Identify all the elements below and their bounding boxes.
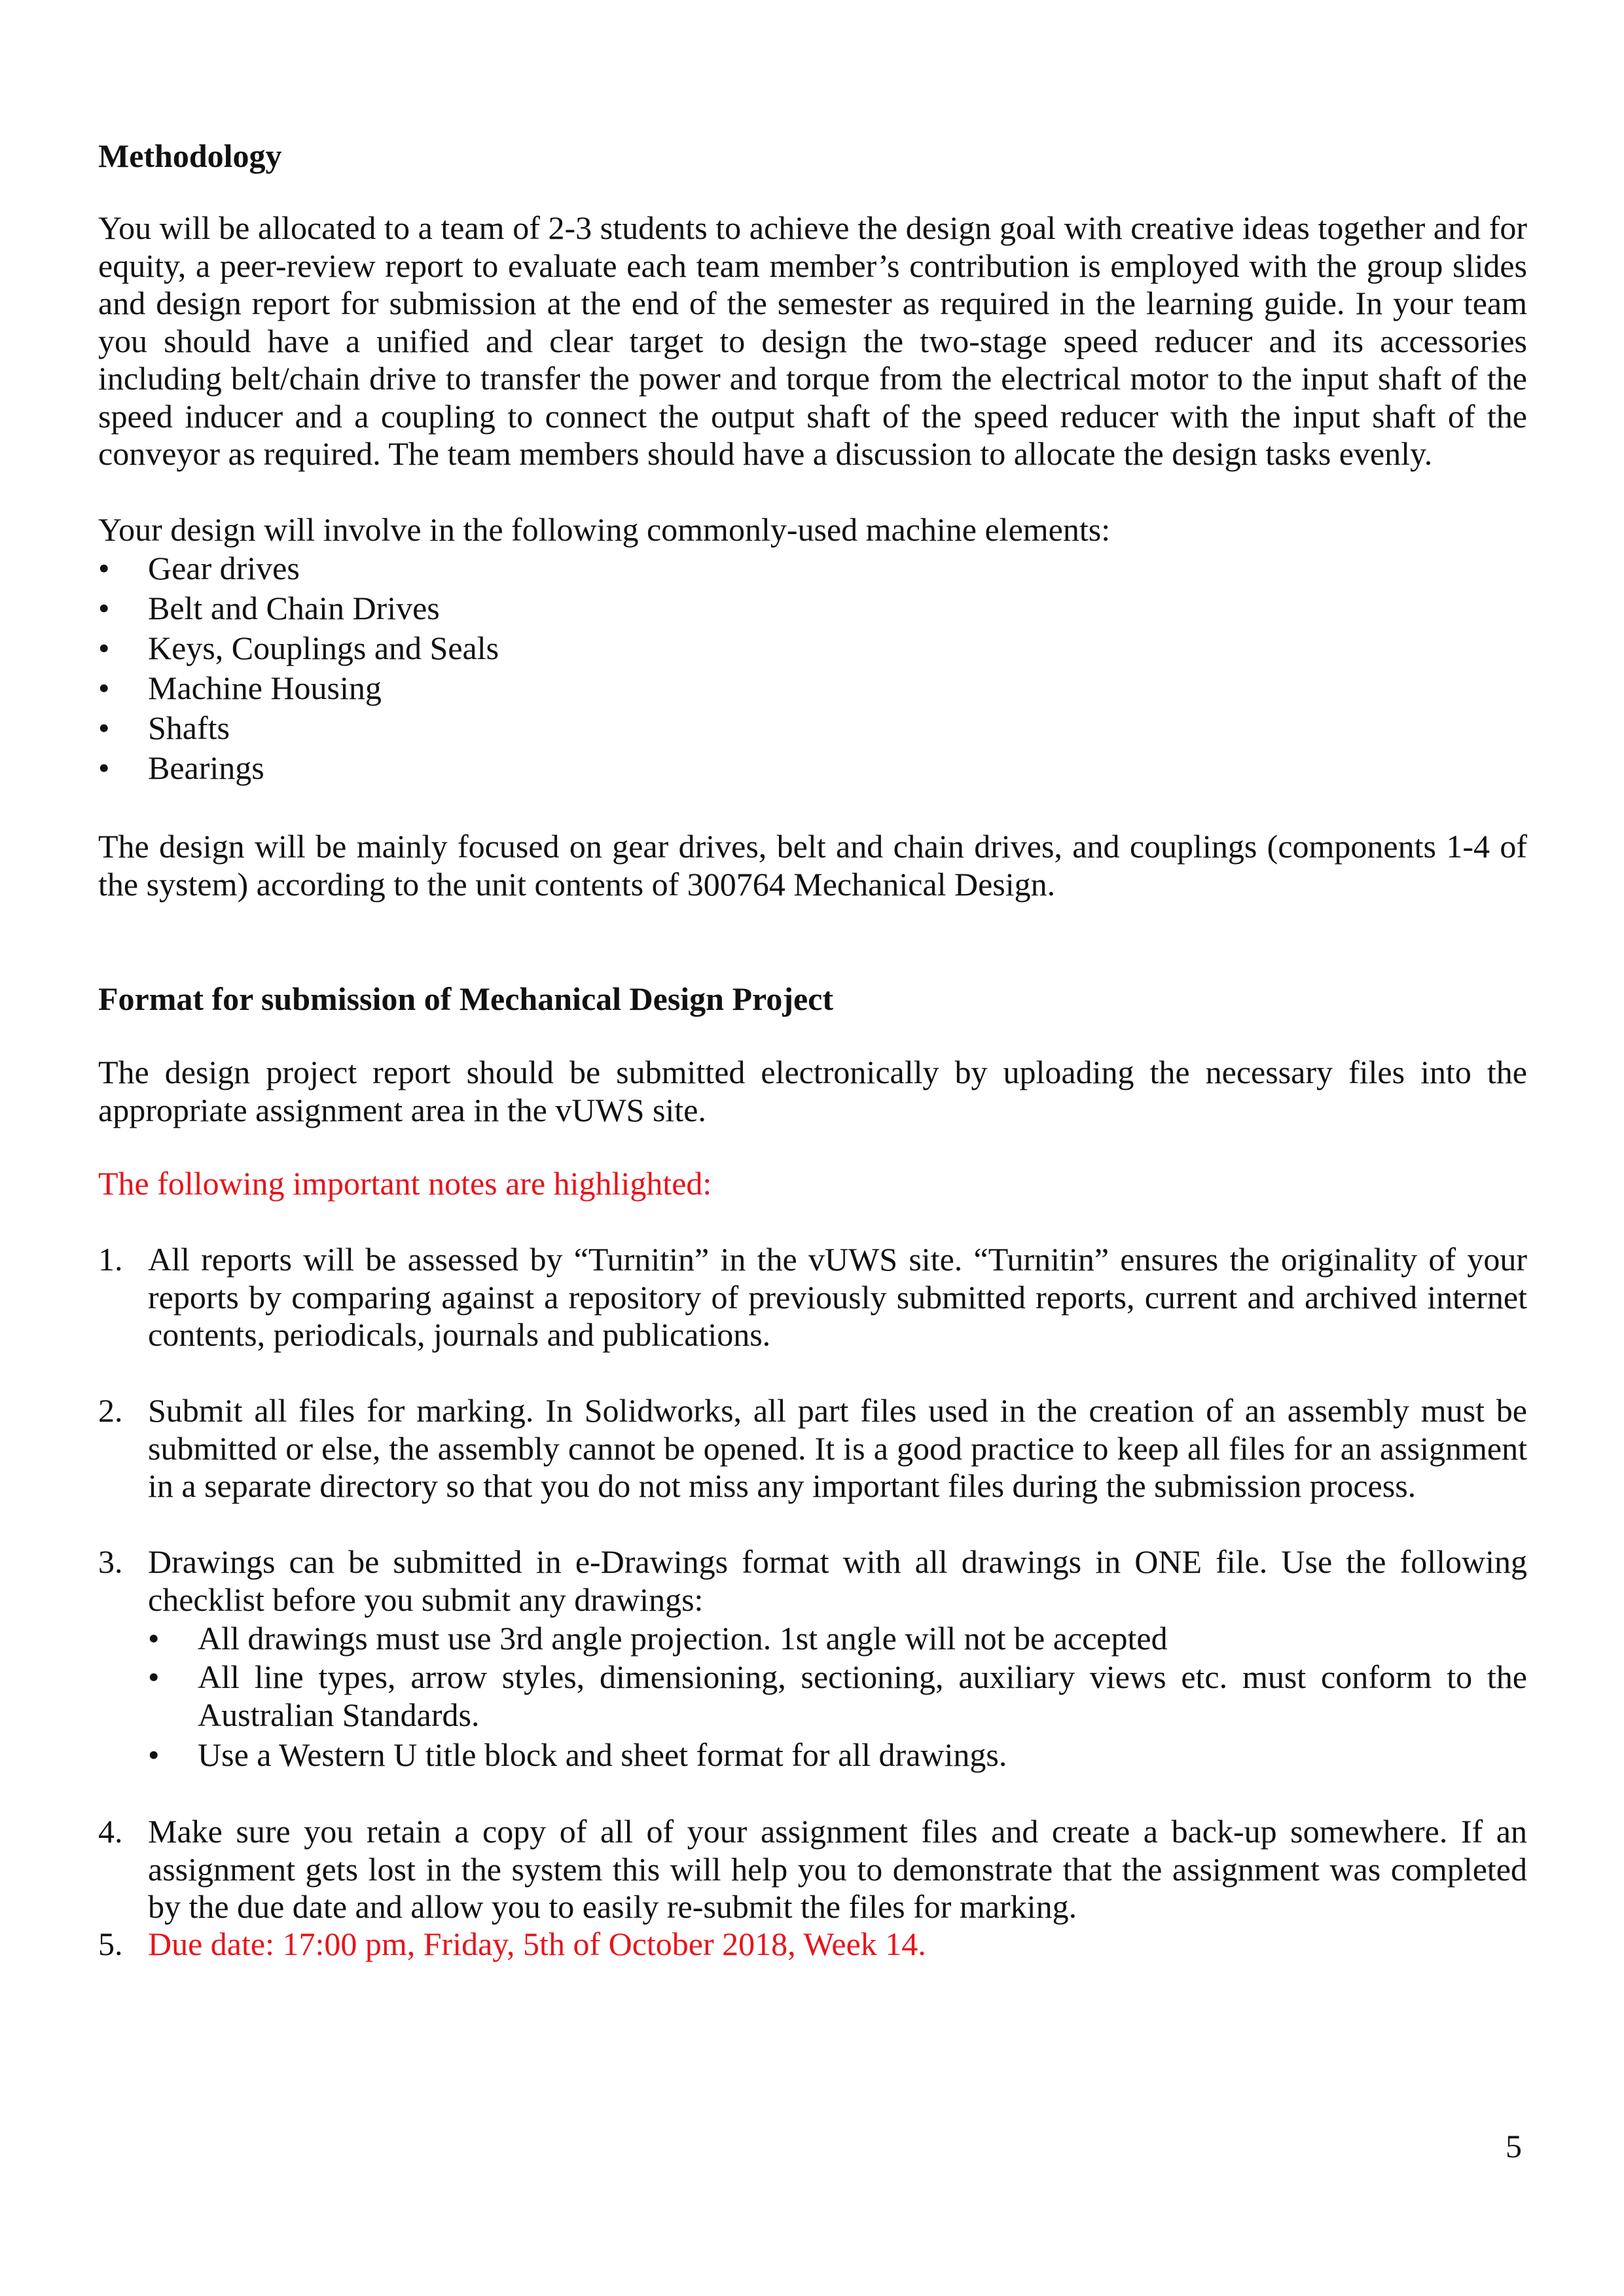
list-item: • Bearings bbox=[98, 748, 1527, 788]
item-text: All reports will be assessed by “Turnitin” in the vUWS site. “Turnitin” ensures the originality of your reports by comparing against a repository of previously submitted reports, current and archived internet contents, periodicals, journals and publications. bbox=[148, 1241, 1527, 1353]
methodology-heading: Methodology bbox=[98, 137, 282, 174]
checklist-item: • All drawings must use 3rd angle projection. 1st angle will not be accepted bbox=[148, 1619, 1527, 1659]
item-text: Make sure you retain a copy of all of your assignment files and create a back-up somewhere. If an assignment gets lost in the system this will help you to demonstrate that the assignment was completed by the due date and allow you to easily re-submit the files for marking. bbox=[148, 1813, 1527, 1925]
machine-elements-list bbox=[98, 548, 1527, 788]
elements-intro: Your design will involve in the following commonly-used machine elements: bbox=[98, 511, 1111, 548]
page-number: 5 bbox=[1506, 2128, 1522, 2164]
item-number: 5. bbox=[98, 1926, 123, 1962]
format-heading: Format for submission of Mechanical Design Project bbox=[98, 980, 833, 1017]
item-text: Submit all files for marking. In Solidworks, all part files used in the creation of an assembly must be submitted or else, the assembly cannot be opened. It is a good practice to keep all files for an assignment in a separate directory so that you do not miss any important files during the submission process. bbox=[148, 1392, 1527, 1504]
methodology-paragraph: You will be allocated to a team of 2-3 students to achieve the design goal with creative ideas together and for equity, a peer-review report to evaluate each team member’s contribution is employed with the group slides and design report for submission at the end of the semester as required in the learning guide. In your team you should have a unified and clear target to design the two-stage speed reducer and its accessories including belt/chain drive to transfer the power and torque from the electrical motor to the input shaft of the speed inducer and a coupling to connect the output shaft of the speed reducer with the input shaft of the conveyor as required. The team members should have a discussion to allocate the design tasks evenly. bbox=[98, 209, 1527, 472]
focus-paragraph: The design will be mainly focused on gear drives, belt and chain drives, and couplings (components 1-4 of the system) according to the unit contents of 300764 Mechanical Design. bbox=[98, 828, 1527, 903]
note-item-3 bbox=[98, 1543, 1527, 1774]
item-number: 1. bbox=[98, 1241, 123, 1278]
notes-heading: The following important notes are highlighted: bbox=[98, 1165, 712, 1202]
item-number: 2. bbox=[98, 1392, 123, 1429]
note-item-1 bbox=[98, 1241, 1527, 1354]
list-item: • Keys, Couplings and Seals bbox=[98, 628, 1527, 668]
item-number: 4. bbox=[98, 1813, 123, 1850]
list-item: • Belt and Chain Drives bbox=[98, 588, 1527, 628]
submission-paragraph: The design project report should be submitted electronically by uploading the necessary files into the appropriate assignment area in the vUWS site. bbox=[98, 1054, 1527, 1128]
list-item: • Machine Housing bbox=[98, 668, 1527, 708]
item-text: Drawings can be submitted in e-Drawings format with all drawings in ONE file. Use the following checklist before you submit any drawings: bbox=[148, 1543, 1527, 1618]
note-item-2 bbox=[98, 1392, 1527, 1505]
list-item: • Gear drives bbox=[98, 548, 1527, 588]
due-date-text: Due date: 17:00 pm, Friday, 5th of October 2018, Week 14. bbox=[148, 1926, 926, 1962]
item-number: 3. bbox=[98, 1543, 123, 1580]
note-item-4 bbox=[98, 1813, 1527, 1926]
checklist-item: • All line types, arrow styles, dimensioning, sectioning, auxiliary views etc. must conform to the Australian Standards. bbox=[148, 1659, 1527, 1734]
list-item: • Shafts bbox=[98, 708, 1527, 748]
note-item-5 bbox=[98, 1926, 1527, 1964]
checklist-item: • Use a Western U title block and sheet format for all drawings. bbox=[148, 1736, 1527, 1774]
drawing-checklist bbox=[148, 1619, 1527, 1774]
